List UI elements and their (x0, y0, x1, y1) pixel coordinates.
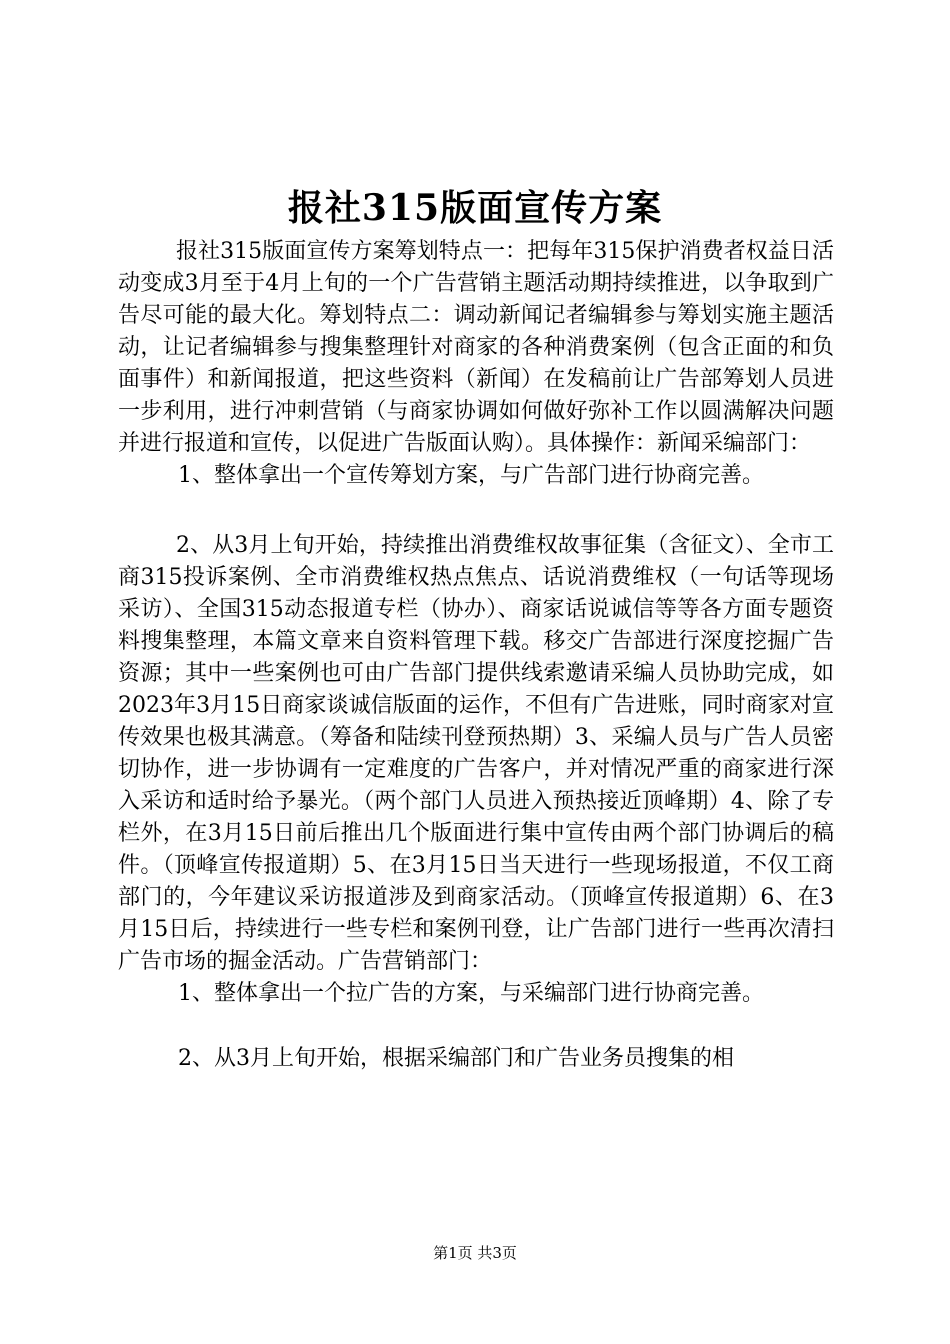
ad-item-2: 2、从3月上旬开始，根据采编部门和广告业务员搜集的相 (178, 1046, 734, 1071)
document-body (118, 236, 834, 1075)
news-item-2: 2、从3月上旬开始，持续推出消费维权故事征集（含征文）、全市工商315投诉案例、全市消费维权热点焦点、话说消费维权（一句话等现场采访）、全国315动态报道专栏（协办）、商家话说诚信等等各方面专题资料搜集整理，本篇文章来自资料管理下载。移交广告部进行深度挖掘广告资源；其中一些案例也可由广告部门提供线索邀请采编人员协助完成，如2023年3月15日商家谈诚信版面的运作，不但有广告进账，同时商家对宣传效果也极其满意。（筹备和陆续刊登预热期）3、采编人员与广告人员密切协作，进一步协调有一定难度的广告客户，并对情况严重的商家进行深入采访和适时给予暴光。（两个部门人员进入预热接近顶峰期）4、除了专栏外，在3月15日前后推出几个版面进行集中宣传由两个部门协调后的稿件。（顶峰宣传报道期）5、在3月15日当天进行一些现场报道，不仅工商部门的，今年建议采访报道涉及到商家活动。（顶峰宣传报道期）6、在3月15日后，持续进行一些专栏和案例刊登，让广告部门进行一些再次清扫广告市场的掘金活动。广告营销部门： (118, 533, 834, 974)
page-footer: 第1页 共3页 (433, 1244, 517, 1262)
paragraph-gap (118, 1010, 834, 1043)
intro-paragraph: 报社315版面宣传方案筹划特点一：把每年315保护消费者权益日活动变成3月至于4月上旬的一个广告营销主题活动期持续推进，以争取到广告尽可能的最大化。筹划特点二：调动新闻记者编辑参与筹划实施主题活动，让记者编辑参与搜集整理针对商家的各种消费案例（包含正面的和负面事件）和新闻报道，把这些资料（新闻）在发稿前让广告部筹划人员进一步利用，进行冲刺营销（与商家协调如何做好弥补工作以圆满解决问题并进行报道和宣传，以促进广告版面认购）。具体操作：新闻采编部门： (118, 239, 834, 456)
page-title: 报社315版面宣传方案 (287, 187, 663, 229)
ad-item-1: 1、整体拿出一个拉广告的方案，与采编部门进行协商完善。 (178, 981, 764, 1006)
paragraph-gap (118, 492, 834, 530)
news-item-1: 1、整体拿出一个宣传筹划方案，与广告部门进行协商完善。 (178, 463, 764, 488)
